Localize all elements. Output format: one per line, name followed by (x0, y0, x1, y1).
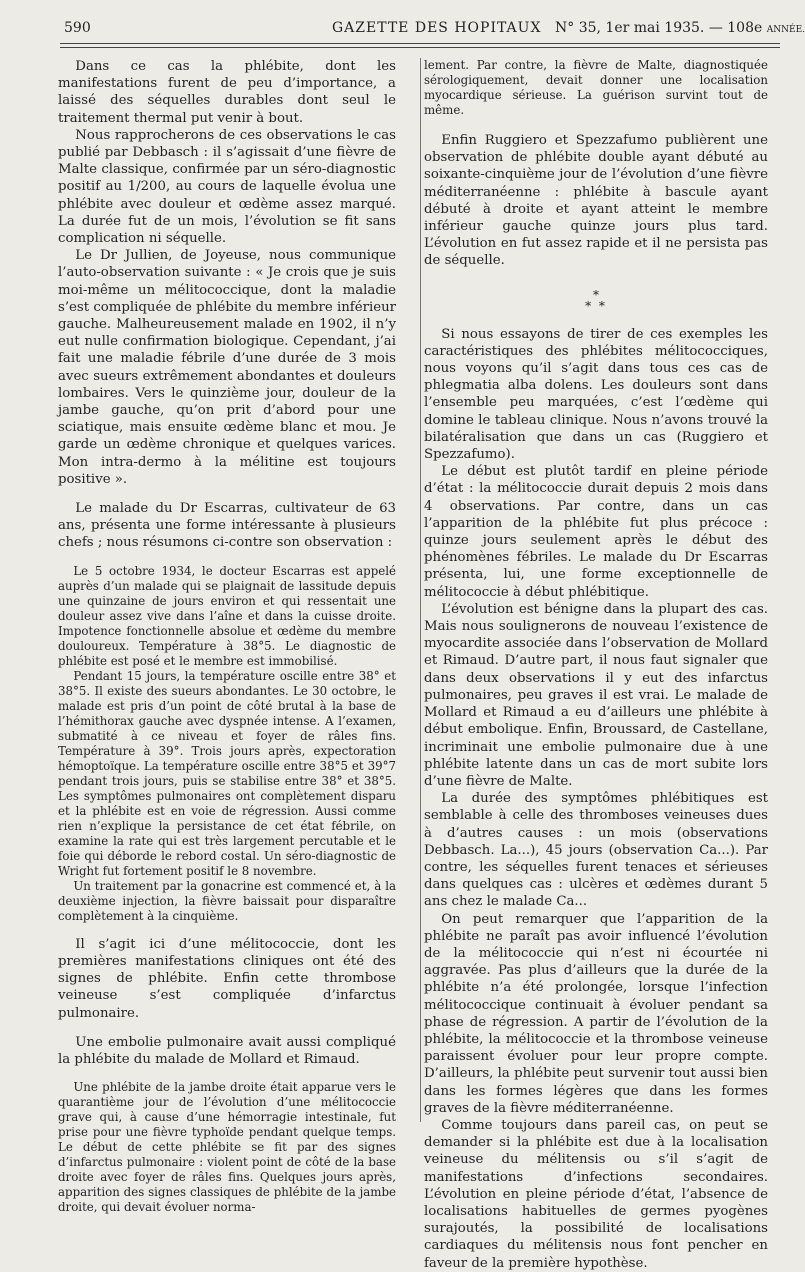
observation-paragraph: Pendant 15 jours, la température oscille entre 38° et 38°5. Il existe des sueurs abondantes. Le 30 octobre, le malade est pris d’un point de côté brutal à la base de l’hémithorax gauche avec dyspnée intense. A l’examen, submatité à ce niveau et foyer de râles fins. Température à 39°. Trois jours après, expectoration hémoptoïque. La température oscille entre 38°5 et 39°7 pendant trois jours, puis se stabilise entre 38° et 38°5. Les symptômes pulmonaires ont complètement disparu et la phlébite est en voie de régression. Aussi comme rien n’explique la persistance de cet état fébrile, on examine la rate qui est très largement percutable et le foie qui déborde le rebord costal. Un séro-diagnostic de Wright fut fortement positif le 8 novembre. (58, 668, 396, 878)
paragraph: Dans ce cas la phlébite, dont les manifestations furent de peu d’importance, a laissé des séquelles durables dont seul le traitement thermal put venir à bout. (58, 59, 396, 126)
page-header (0, 0, 805, 60)
left-column (58, 58, 396, 1215)
paragraph: Le début est plutôt tardif en pleine période d’état : la mélitococcie durait depuis 2 mois dans 4 observations. Par contre, dans un cas l’apparition de la phlébite fut plus précoce : quinze jours seulement après le début des phénomènes fébriles. Le malade du Dr Escarras présenta, lui, une forme exceptionnelle de mélitococcie à début phlébitique. (424, 464, 768, 600)
observation-paragraph: Une phlébite de la jambe droite était apparue vers le quarantième jour de l’évolution d’une mélitococcie grave qui, à cause d’une hémorragie intestinale, fut prise pour une fièvre typhoïde pendant quelque temps. Le début de cette phlébite se fit par des signes d’infarctus pulmonaire : violent point de côté de la base droite avec foyer de râles fins. Quelques jours après, apparition des signes classiques de phlébite de la jambe droite, qui devait évoluer norma- (58, 1080, 396, 1215)
paragraph: Nous rapprocherons de ces observations le cas publié par Debbasch : il s’agissait d’une fièvre de Malte classique, confirmée par un séro-diagnostic positif au 1/200, au cours de laquelle évolua une phlébite avec douleur et œdème assez marqué. La durée fut de un mois, l’évolution se fit sans complication ni séquelle. (58, 127, 396, 247)
paragraph: Une embolie pulmonaire avait aussi compliqué la phlébite du malade de Mollard et Rimaud. (58, 1034, 396, 1067)
paragraph: Le Dr Jullien, de Joyeuse, nous communique l’auto-observation suivante : « Je crois que je suis moi-même un mélitococcique, dont la maladie s’est compliquée de phlébite du membre inférieur gauche. Malheureusement malade en 1902, il n’y eut nulle confirmation biologique. Cependant, j’ai fait une maladie fébrile d’une durée de 3 mois avec sueurs extrêmement abondantes et douleurs lombaires. Vers le quinzième jour, douleur de la jambe gauche, qu’on prit d’abord pour une sciatique, mais ensuite œdème blanc et mou. Je garde un œdème chronique et quelques varices. Mon intra-dermo à la mélitine est toujours positive ». (58, 248, 396, 487)
paragraph: Il s’agit ici d’une mélitococcie, dont les premières manifestations cliniques ont été des signes de phlébite. Enfin cette thrombose veineuse s’est compliquée d’infarctus pulmonaire. (58, 936, 396, 1021)
right-column (424, 58, 768, 1272)
paragraph: Le malade du Dr Escarras, cultivateur de 63 ans, présenta une forme intéressante à plusieurs chefs ; nous résumons ci-contre son observation : (58, 501, 396, 551)
observation-paragraph: Le 5 octobre 1934, le docteur Escarras est appelé auprès d’un malade qui se plaignait de lassitude depuis une quinzaine de jours environ et qui ressentait une douleur assez vive dans l’aîne et dans la cuisse droite. Impotence fonctionnelle absolue et œdème du membre douloureux. Température à 38°5. Le diagnostic de phlébite est posé et le membre est immobilisé. (58, 563, 396, 668)
asterism-top: * (593, 287, 599, 302)
issue-date: N° 35, 1er mai 1935. — 108e (555, 20, 763, 36)
header-rule-double (60, 47, 780, 48)
observation-paragraph: lement. Par contre, la fièvre de Malte, diagnostiquée sérologiquement, devait donner une localisation myocardique sérieuse. La guérison survint tout de même. (424, 58, 768, 117)
paragraph: L’évolution est bénigne dans la plupart des cas. Mais nous soulignerons de nouveau l’existence de myocardite associée dans l’observation de Mollard et Rimaud. D’autre part, il nous faut signaler que dans deux observations il y eut des infarctus pulmonaires, peu graves il est vrai. Le malade de Mollard et Rimaud a eu d’ailleurs une phlébite à début embolique. Enfin, Broussard, de Castellane, incriminait une embolie pulmonaire due à une phlébite latente dans un cas de mort subite lors d’une fièvre de Malte. (424, 601, 768, 789)
paragraph: Comme toujours dans pareil cas, on peut se demander si la phlébite est due à la localisation veineuse du mélitensis ou s’il s’agit de manifestations d’infections secondaires. L’évolution en pleine période d’état, l’absence de localisations habituelles de germes pyogènes surajoutés, la possibilité de localisations cardiaques du mélitensis nous font pencher en faveur de la première hypothèse. (424, 1117, 768, 1271)
asterism-bottom: * * (585, 298, 607, 313)
column-divider (420, 58, 421, 1122)
issue-year-word: ANNÉE. (766, 25, 805, 35)
paragraph: La durée des symptômes phlébitiques est semblable à celle des thromboses veineuses dues à d’autres causes : un mois (observations Debbasch. La...), 45 jours (observation Ca...). Par contre, les séquelles furent tenaces et sérieuses dans quelques cas : ulcères et œdèmes durant 5 ans chez le malade Ca... (424, 791, 768, 910)
observation-paragraph: Un traitement par la gonacrine est commencé et, à la deuxième injection, la fièvre baissait pour disparaître complètement à la cinquième. (58, 878, 396, 923)
page-number: 590 (64, 20, 91, 36)
section-asterism (424, 287, 768, 313)
paragraph: On peut remarquer que l’apparition de la phlébite ne paraît pas avoir influencé l’évolution de la mélitococcie qui n’est ni écourtée ni aggravée. Pas plus d’ailleurs que la durée de la phlébite n’a été prolongée, lorsque l’infection mélitococcique continuait à évoluer pendant sa phase de régression. A partir de l’évolution de la phlébite, la mélitococcie et la thrombose veineuse paraissent évoluer pour leur propre compte. D’ailleurs, la phlébite peut survenir tout aussi bien dans les formes légères que dans les formes graves de la fièvre méditerranéenne. (424, 911, 768, 1116)
paragraph: Enfin Ruggiero et Spezzafumo publièrent une observation de phlébite double ayant débuté au soixante-cinquième jour de l’évolution d’une fièvre méditerranéenne : phlébite à bascule ayant débuté à droite et ayant atteint le membre inférieur gauche quinze jours plus tard. L’évolution en fut assez rapide et il ne persista pas de séquelle. (424, 133, 768, 269)
paragraph: Si nous essayons de tirer de ces exemples les caractéristiques des phlébites mélitococciques, nous voyons qu’il s’agit dans tous ces cas de phlegmatia alba dolens. Les douleurs sont dans l’ensemble peu marquées, c’est l’œdème qui domine le tableau clinique. Nous n’avons trouvé la bilatéralisation que dans un cas (Ruggiero et Spezzafumo). (424, 326, 768, 463)
journal-title: GAZETTE DES HOPITAUX (332, 20, 542, 36)
issue-info (555, 20, 805, 36)
header-rule (60, 43, 780, 44)
